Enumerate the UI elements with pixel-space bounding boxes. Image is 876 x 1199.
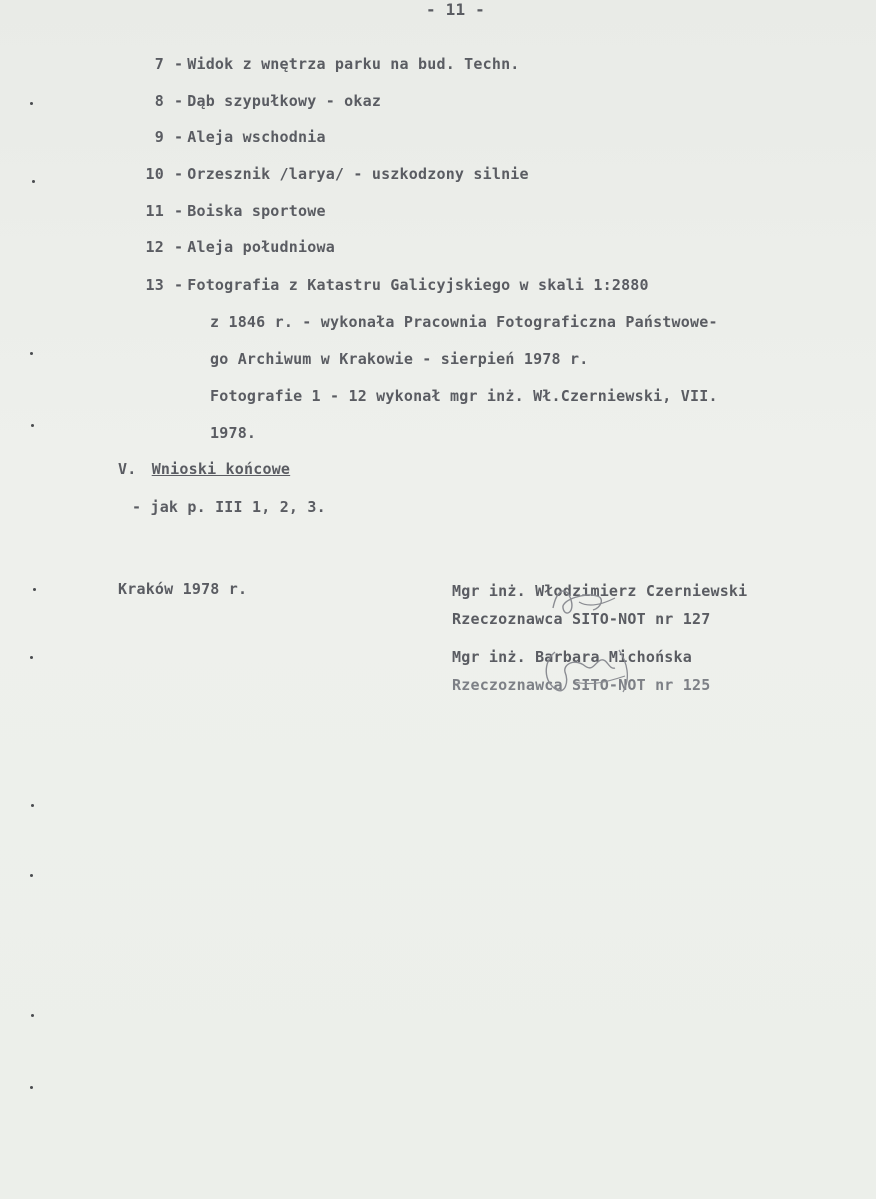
item-dash: - (174, 202, 184, 220)
item-13-continuation: go Archiwum w Krakowie - sierpień 1978 r. (210, 350, 589, 368)
margin-mark (33, 588, 36, 591)
item-text: Boiska sportowe (187, 202, 326, 220)
item-dash: - (174, 128, 184, 146)
item-number: 11 (145, 202, 164, 220)
section-title: Wnioski końcowe (151, 460, 291, 478)
section-heading (118, 460, 290, 478)
margin-mark (31, 424, 34, 427)
signature-role: Rzeczoznawca SITO-NOT nr 125 (452, 676, 711, 694)
section-roman: V. (118, 460, 137, 478)
item-number: 8 (154, 92, 164, 110)
item-text: Aleja wschodnia (187, 128, 326, 146)
list-item (120, 165, 529, 183)
photo-note: Fotografie 1 - 12 wykonał mgr inż. Wł.Czerniewski, VII. (210, 387, 718, 405)
signature-name: Mgr inż. Włodzimierz Czerniewski (452, 582, 748, 600)
item-text: Aleja południowa (187, 238, 335, 256)
item-dash: - (174, 92, 184, 110)
list-item (120, 92, 381, 110)
margin-mark (30, 352, 33, 355)
list-item (120, 202, 326, 220)
margin-mark (31, 1014, 34, 1017)
item-number: 7 (154, 55, 164, 73)
section-text: - jak p. III 1, 2, 3. (132, 498, 326, 516)
list-item (120, 55, 520, 73)
margin-mark (30, 874, 33, 877)
list-item (120, 128, 326, 146)
page-number: - 11 - (426, 0, 485, 19)
list-item (120, 238, 335, 256)
margin-mark (31, 804, 34, 807)
item-number: 10 (145, 165, 164, 183)
margin-mark (30, 102, 33, 105)
list-item (120, 276, 649, 294)
item-text: Orzesznik /larya/ - uszkodzony silnie (187, 165, 529, 183)
margin-mark (30, 656, 33, 659)
item-text: Widok z wnętrza parku na bud. Techn. (187, 55, 520, 73)
item-dash: - (174, 55, 184, 73)
photo-note: 1978. (210, 424, 257, 442)
item-number: 13 (145, 276, 164, 294)
item-number: 9 (154, 128, 164, 146)
handwritten-signature-1 (545, 578, 625, 628)
handwritten-signature-2 (535, 642, 645, 702)
item-dash: - (174, 276, 184, 294)
item-dash: - (174, 238, 184, 256)
place-date: Kraków 1978 r. (118, 580, 248, 598)
margin-mark (30, 1086, 33, 1089)
margin-mark (32, 180, 35, 183)
signature-name: Mgr inż. Barbara Michońska (452, 648, 692, 666)
item-number: 12 (145, 238, 164, 256)
item-text: Fotografia z Katastru Galicyjskiego w skali 1:2880 (187, 276, 649, 294)
signature-role: Rzeczoznawca SITO-NOT nr 127 (452, 610, 711, 628)
item-13-continuation: z 1846 r. - wykonała Pracownia Fotograficzna Państwowe- (210, 313, 718, 331)
item-dash: - (174, 165, 184, 183)
item-text: Dąb szypułkowy - okaz (187, 92, 382, 110)
